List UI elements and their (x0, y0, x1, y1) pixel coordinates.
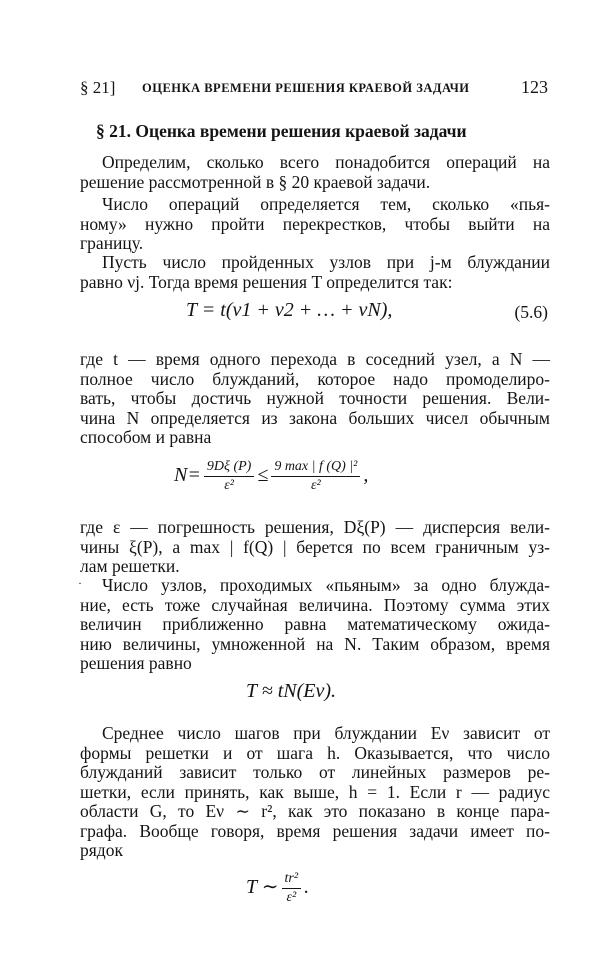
fraction (271, 458, 360, 495)
header-section: § 21] (80, 78, 116, 97)
paragraph-7 (80, 724, 550, 861)
page-number: 123 (521, 77, 548, 97)
equation-n-estimate (174, 458, 368, 495)
text-line: равно νj. Тогда время решения T определится так: (80, 271, 453, 292)
paragraph-6 (80, 576, 550, 674)
text-line: лам решетки. (80, 556, 180, 576)
paragraph-1 (80, 153, 550, 192)
paragraph-5 (80, 518, 550, 577)
text-line: решение рассмотренной в § 20 краевой задачи. (80, 171, 431, 192)
text-line: границу. (80, 233, 144, 253)
fraction-denominator: ε² (310, 478, 321, 493)
text-line: области G, то Eν ∼ r², как это показано в конце пара- (80, 801, 550, 821)
eq-lhs: T ∼ (246, 876, 279, 899)
text-line: нию величины, умноженной на N. Таким образом, время (80, 633, 550, 654)
equation-time-order (246, 870, 309, 907)
text-line: Среднее число шагов при блуждании Eν зависит от (102, 723, 550, 743)
text-line: где ε — погрешность решения, Dξ(P) — дисперсия вели- (80, 517, 550, 537)
text-line: Пусть число пройденных узлов при j-м блуждании (102, 252, 550, 272)
eq-lhs: N= (174, 464, 201, 487)
text-line: рядок (80, 840, 123, 860)
text-line: шетки, если принять, как выше, h = 1. Если r — радиус (80, 781, 550, 802)
text-line: где t — время одного перехода в соседний узел, а N — (80, 349, 550, 369)
paragraph-4 (80, 350, 550, 448)
fraction (204, 458, 254, 495)
text-line: способом и равна (80, 427, 212, 447)
text-line: Число операций определяется тем, сколько «пья- (102, 194, 550, 214)
equation-number: (5.6) (514, 302, 548, 322)
fraction-numerator: 9 max | f (Q) |² (271, 458, 360, 477)
fraction-numerator: 9Dξ (P) (204, 458, 254, 477)
eq-tail: , (363, 464, 369, 487)
fraction-denominator: ε² (224, 478, 234, 493)
running-header (80, 78, 548, 102)
text-line: Число узлов, проходимых «пьяным» за одно блужда- (102, 575, 550, 595)
eq-relation: ≤ (257, 464, 269, 487)
text-line: решения равно (80, 653, 192, 673)
fraction (282, 870, 302, 907)
text-line: чины ξ(P), а max | f(Q) | берется по всем граничным уз- (80, 536, 550, 557)
text-line: чина N определяется из закона больших чисел обычным (80, 407, 550, 428)
paragraph-3 (80, 253, 550, 292)
text-line: формы решетки и от шага h. Оказывается, что число (80, 742, 550, 763)
section-title: § 21. Оценка времени решения краевой задачи (96, 121, 467, 141)
fraction-denominator: ε² (286, 890, 297, 905)
text-line: блужданий зависит только от линейных размеров ре- (80, 762, 550, 782)
text-line: ние, есть тоже случайная величина. Поэтому сумма этих (80, 594, 550, 615)
text-line: вать, чтобы достичь нужной точности решения. Вели- (80, 388, 550, 408)
paragraph-2 (80, 195, 550, 254)
text-line: ному» нужно пройти перекрестков, чтобы выйти на (80, 213, 550, 234)
text-line: величин приближенно равна математическому ожида- (80, 614, 550, 634)
equation-5-6: T = t(ν1 + ν2 + … + νN), (186, 299, 393, 321)
eq-tail: . (304, 876, 310, 899)
text-line: Определим, сколько всего понадобится операций на (102, 152, 550, 172)
margin-mark: · (78, 576, 82, 590)
equation-time-approx: T ≈ tN(Eν). (246, 680, 337, 702)
header-running-title: ОЦЕНКА ВРЕМЕНИ РЕШЕНИЯ КРАЕВОЙ ЗАДАЧИ (142, 81, 470, 95)
text-line: графа. Вообще говоря, время решения задачи имеет по- (80, 820, 550, 841)
text-line: полное число блужданий, которое надо промоделиро- (80, 368, 550, 389)
fraction-numerator: tr² (282, 870, 302, 889)
